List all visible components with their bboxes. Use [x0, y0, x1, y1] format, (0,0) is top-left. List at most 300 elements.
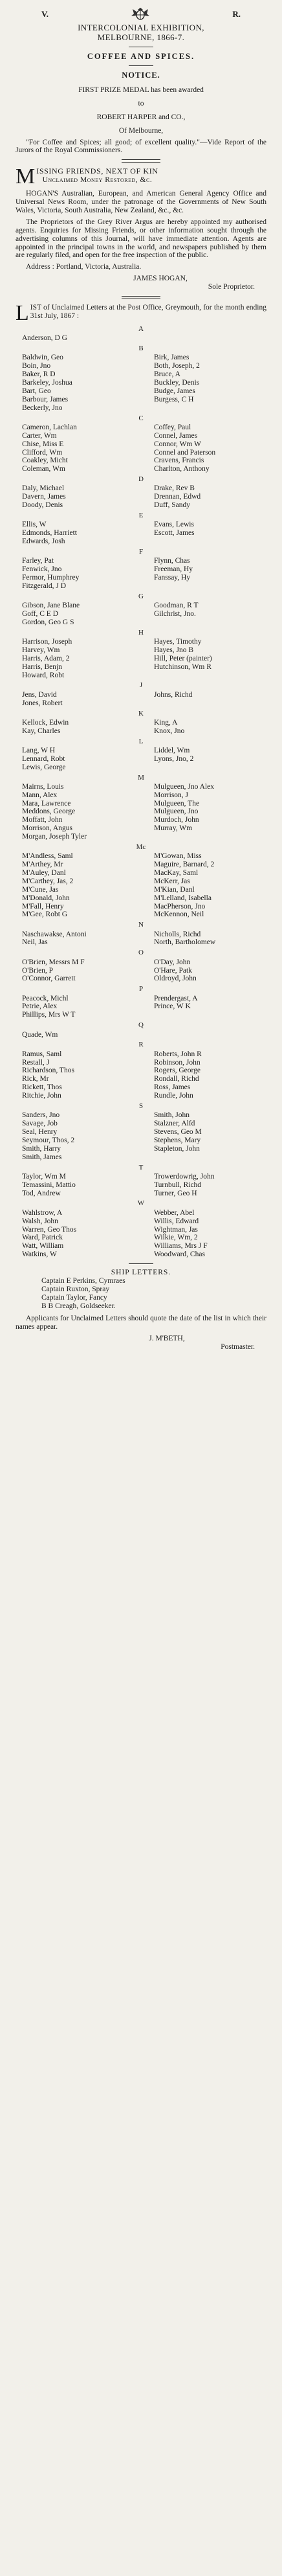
- addressee-name: Hayes, Jno B: [154, 646, 194, 654]
- addressee-name: Savage, Job: [22, 1120, 58, 1128]
- list-item: [16, 457, 266, 465]
- list-item: [16, 537, 266, 546]
- addressee-name: [141, 672, 266, 680]
- letter-group-heading: Q: [138, 1021, 144, 1030]
- masthead-crown-row: [41, 6, 241, 22]
- addressee-name: Boin, Jno: [22, 362, 51, 370]
- addressee-name: Kay, Charles: [22, 727, 61, 735]
- list-item: [16, 610, 266, 618]
- list-item: [16, 387, 266, 396]
- addressee-name: O'Brien, Messrs M F: [22, 958, 85, 966]
- list-item: [16, 861, 266, 869]
- addressee-name: M'Andless, Saml: [22, 852, 73, 861]
- addressee-name: Carter, Wm: [22, 431, 57, 440]
- list-item: [16, 886, 266, 894]
- section-heading: COFFEE AND SPICES.: [87, 52, 195, 62]
- letter-group-heading: L: [138, 737, 144, 745]
- list-item: [16, 404, 266, 412]
- addressee-name: Coakley, Micht: [22, 457, 68, 465]
- addressee-name: Mulgueen, The: [154, 799, 200, 808]
- addressee-name: Turner, Geo H: [154, 1189, 197, 1197]
- list-item: [16, 1120, 266, 1128]
- list-item: [16, 1145, 266, 1153]
- addressee-name: MacPherson, Jno: [154, 902, 206, 910]
- addressee-name: M'Lelland, Isabella: [154, 894, 212, 902]
- addressee-name: Richardson, Thos: [22, 1067, 74, 1075]
- prize-line3: ROBERT HARPER and CO.,: [96, 113, 186, 121]
- addressee-name: M'Fall, Henry: [22, 902, 64, 910]
- addressee-name: Edmonds, Harriett: [22, 529, 77, 537]
- addressee-name: Hayes, Timothy: [154, 638, 202, 646]
- addressee-name: Morrison, J: [154, 791, 189, 799]
- letter-group-heading: P: [138, 985, 144, 993]
- signature: JAMES HOGAN,: [133, 275, 188, 283]
- list-item: [16, 783, 266, 791]
- addressee-name: Jones, Robert: [22, 699, 63, 707]
- addressee-name: Quade, Wm: [22, 1030, 58, 1039]
- prize-line2: to: [138, 99, 144, 107]
- addressee-name: [141, 1011, 266, 1019]
- list-item: [16, 1031, 266, 1039]
- addressee-name: [141, 537, 266, 546]
- list-item: [16, 931, 266, 939]
- letter-group-heading: R: [138, 1041, 144, 1049]
- addressee-name: Goff, C E D: [22, 610, 59, 618]
- divider: [129, 1263, 153, 1264]
- list-item: [16, 824, 266, 833]
- addressee-name: Wilkie, Wm, 2: [154, 1234, 198, 1242]
- list-item: [16, 910, 266, 919]
- addressee-name: Morrison, Angus: [22, 824, 72, 833]
- addressee-name: Doody, Denis: [22, 501, 63, 510]
- addressee-name: Connor, Wm W: [154, 440, 201, 448]
- addressee-name: Willis, Edward: [154, 1217, 199, 1225]
- list-item: [16, 1209, 266, 1217]
- addressee-name: O'Brien, P: [22, 966, 54, 975]
- addressee-name: Maguire, Barnard, 2: [154, 861, 215, 869]
- addressee-name: Johns, Richd: [154, 690, 193, 699]
- signature-role: Sole Proprietor.: [208, 283, 255, 291]
- addressee-name: Williams, Mrs J F: [154, 1242, 208, 1250]
- addressee-name: Lennard, Robt: [22, 754, 65, 763]
- missing-friends-title: ISSING FRIENDS, NEXT OF KIN: [36, 166, 158, 176]
- letter-group-heading: B: [138, 345, 144, 353]
- addressee-name: Budge, James: [154, 387, 195, 395]
- addressee-name: Mulgueen, Jno: [154, 808, 199, 816]
- prize-line1: FIRST PRIZE MEDAL has been awarded: [78, 86, 204, 95]
- list-item: [16, 521, 266, 529]
- notice-heading: NOTICE.: [122, 71, 160, 80]
- addressee-name: Watkins, W: [22, 1250, 57, 1259]
- letter-group-heading: O: [138, 949, 144, 957]
- addressee-name: Petrie, Alex: [22, 1002, 58, 1011]
- addressee-name: Murray, Wm: [154, 824, 193, 833]
- addressee-name: Howard, Robt: [22, 671, 65, 679]
- addressee-name: Smith, James: [22, 1153, 62, 1161]
- letter-group-heading: N: [138, 921, 144, 929]
- addressee-name: Ross, James: [154, 1083, 191, 1092]
- list-item: [16, 727, 266, 736]
- addressee-name: Flynn, Chas: [154, 557, 190, 565]
- addressee-name: Wightman, Jas: [154, 1225, 198, 1234]
- missing-friends-header: [16, 164, 266, 189]
- addressee-name: Charlton, Anthony: [154, 465, 210, 473]
- addressee-name: Bart, Geo: [22, 387, 51, 395]
- addressee-name: Chise, Miss E: [22, 440, 64, 448]
- addressee-name: O'Connor, Garrett: [22, 975, 76, 983]
- list-item: [16, 903, 266, 911]
- addressee-name: Lewis, George: [22, 763, 66, 771]
- prize-quote: "For Coffee and Spices; all good; of excellent quality."—Vide Report of the Jurors of the Royal Commissioners.: [16, 138, 266, 155]
- addressee-name: Lyons, Jno, 2: [154, 754, 194, 763]
- list-item: [16, 379, 266, 387]
- addressee-name: Jens, David: [22, 690, 57, 699]
- addressee-name: Buckley, Denis: [154, 379, 200, 387]
- list-item: [16, 958, 266, 967]
- letter-group-heading: K: [138, 709, 144, 717]
- addressee-name: [141, 833, 266, 841]
- list-item: [16, 440, 266, 449]
- dropcap: M: [16, 164, 36, 189]
- addressee-name: Moffatt, John: [22, 816, 63, 824]
- addressee-name: Seymour, Thos, 2: [22, 1136, 75, 1144]
- addressee-name: Temassini, Mattio: [22, 1181, 76, 1189]
- list-item: [16, 501, 266, 510]
- addressee-name: Mara, Lawrence: [22, 799, 71, 808]
- list-item: [16, 699, 266, 708]
- addressee-name: Stephens, Mary: [154, 1136, 201, 1144]
- addressee-name: Liddel, Wm: [154, 746, 190, 754]
- list-item: [16, 334, 266, 343]
- addressee-name: O'Day, John: [154, 958, 191, 966]
- address-line: Address : Portland, Victoria, Australia.: [26, 263, 142, 271]
- addressee-name: Mairns, Louis: [22, 782, 64, 791]
- addressee-name: Farley, Pat: [22, 557, 54, 565]
- addressee-name: Wahlstrow, A: [22, 1208, 63, 1217]
- addressee-name: Ritchie, John: [22, 1092, 61, 1100]
- list-item: [16, 808, 266, 816]
- addressee-name: Davern, James: [22, 493, 66, 501]
- addressee-name: Burgess, C H: [154, 395, 194, 403]
- addressee-name: Drake, Rev B: [154, 484, 195, 493]
- ship-letter-item: B B Creagh, Goldseeker.: [41, 1302, 116, 1310]
- list-item: [16, 1083, 266, 1092]
- dropcap: L: [16, 300, 29, 325]
- list-item: [16, 449, 266, 457]
- list-item: [16, 465, 266, 473]
- addressee-name: Both, Joseph, 2: [154, 362, 200, 370]
- addressee-name: Stapleton, John: [154, 1144, 200, 1153]
- letters-intro: [16, 300, 266, 325]
- addressee-name: Robinson, John: [154, 1058, 201, 1067]
- list-item: [16, 354, 266, 362]
- ship-letters-heading: SHIP LETTERS.: [111, 1269, 171, 1277]
- addressee-name: M'Arthey, Mr: [22, 861, 63, 869]
- list-item: [16, 646, 266, 655]
- addressee-name: Rundle, John: [154, 1092, 193, 1100]
- list-item: [16, 833, 266, 841]
- letter-group-heading: D: [138, 475, 144, 484]
- closing-note: Applicants for Unclaimed Letters should quote the date of the list in which their names appear.: [16, 1315, 266, 1331]
- postmaster-signature: J. M'BETH,: [149, 1335, 185, 1343]
- list-item: [16, 1242, 266, 1250]
- addressee-name: Bruce, A: [154, 370, 180, 379]
- list-item: [16, 791, 266, 800]
- addressee-name: Fenwick, Jno: [22, 565, 62, 574]
- letter-group-heading: G: [138, 592, 144, 600]
- addressee-name: M'Gee, Robt G: [22, 910, 68, 919]
- divider: [122, 159, 160, 163]
- proprietors-paragraph: The Proprietors of the Grey River Argus are hereby appointed my authorised agents. Enquiries for Missing Friends, or other information sought through the advertising columns of this Journal, will have immediate attention. Agents are appointed in the principal towns in the world, and newspapers published by them are regularly filed, and open for the free inspection of the public.: [16, 218, 266, 260]
- list-item: [16, 655, 266, 663]
- list-item: [16, 484, 266, 493]
- unclaimed-letters-list: [16, 325, 266, 1259]
- addressee-name: [141, 1031, 266, 1039]
- addressee-name: Warren, Geo Thos: [22, 1225, 77, 1234]
- list-item: [16, 672, 266, 680]
- list-item: [16, 1153, 266, 1162]
- addressee-name: Baker, R D: [22, 370, 56, 379]
- list-item: [16, 370, 266, 379]
- list-item: [16, 755, 266, 763]
- addressee-name: Walsh, John: [22, 1217, 58, 1225]
- addressee-name: [141, 618, 266, 627]
- addressee-name: [141, 582, 266, 591]
- addressee-name: Woodward, Chas: [154, 1250, 205, 1259]
- letter-group-heading: W: [137, 1199, 145, 1208]
- list-item: [16, 995, 266, 1003]
- addressee-name: Phillips, Mrs W T: [22, 1011, 76, 1019]
- list-item: [16, 529, 266, 537]
- addressee-name: Rondall, Richd: [154, 1075, 199, 1083]
- addressee-name: Nicholls, Richd: [154, 930, 201, 938]
- addressee-name: Duff, Sandy: [154, 501, 191, 510]
- addressee-name: Goodman, R T: [154, 602, 199, 610]
- addressee-name: Kellock, Edwin: [22, 718, 69, 727]
- addressee-name: Daly, Michael: [22, 484, 65, 493]
- addressee-name: Harris, Adam, 2: [22, 654, 70, 662]
- list-item: [16, 1075, 266, 1083]
- list-item: [16, 362, 266, 370]
- addressee-name: Cameron, Lachlan: [22, 423, 77, 431]
- hogan-paragraph: HOGAN'S Australian, European, and American General Agency Office and Universal News Room, under the patronage of the Governments of New South Wales, Victoria, South Australia, New Zealand, &c., &c.: [16, 190, 266, 215]
- list-item: [16, 763, 266, 772]
- list-item: [16, 1092, 266, 1100]
- list-item: [16, 582, 266, 591]
- list-item: [16, 557, 266, 565]
- addressee-name: Watt, William: [22, 1242, 64, 1250]
- addressee-name: Oldroyd, John: [154, 975, 197, 983]
- list-item: [16, 719, 266, 727]
- addressee-name: Escott, James: [154, 529, 195, 537]
- addressee-name: M'Cune, Jas: [22, 885, 59, 894]
- addressee-name: Stevens, Geo M: [154, 1128, 202, 1136]
- addressee-name: [141, 334, 266, 343]
- addressee-name: M'Auley, Danl: [22, 869, 66, 877]
- list-item: [16, 638, 266, 646]
- addressee-name: Roberts, John R: [154, 1050, 202, 1058]
- list-item: [16, 975, 266, 983]
- list-item: [16, 1217, 266, 1226]
- letter-group-heading: E: [138, 512, 144, 520]
- list-item: [16, 816, 266, 824]
- letter-group-heading: Mc: [136, 842, 146, 851]
- letter-group-heading: T: [138, 1163, 144, 1171]
- addressee-name: Drennan, Edwd: [154, 493, 201, 501]
- addressee-name: Gordon, Geo G S: [22, 618, 74, 626]
- list-item: [16, 424, 266, 432]
- addressee-name: Birk, James: [154, 354, 190, 362]
- addressee-name: Fermor, Humphrey: [22, 574, 80, 582]
- addressee-name: Peacock, Michl: [22, 994, 69, 1002]
- addressee-name: Lang, W H: [22, 746, 55, 754]
- exhibition-title-line2: MELBOURNE, 1866-7.: [97, 32, 185, 42]
- list-item: [16, 1050, 266, 1059]
- list-item: [16, 493, 266, 501]
- list-item: [16, 691, 266, 699]
- addressee-name: Gilchrist, Jno.: [154, 610, 196, 618]
- addressee-name: Clifford, Wm: [22, 448, 63, 457]
- list-item: [16, 1067, 266, 1075]
- addressee-name: Harrison, Joseph: [22, 638, 72, 646]
- list-item: [16, 877, 266, 886]
- addressee-name: North, Bartholomew: [154, 938, 216, 947]
- addressee-name: Coleman, Wm: [22, 465, 65, 473]
- addressee-name: Beckerly, Jno: [22, 403, 63, 412]
- masthead-right-letter: R.: [232, 8, 241, 19]
- letter-group-heading: M: [138, 773, 144, 782]
- addressee-name: Tod, Andrew: [22, 1189, 61, 1197]
- ship-letter-item: Captain E Perkins, Cymraes: [41, 1276, 125, 1285]
- addressee-name: Barbour, James: [22, 395, 69, 403]
- addressee-name: McKennon, Neil: [154, 910, 204, 919]
- list-item: [16, 663, 266, 672]
- list-item: [16, 1002, 266, 1011]
- addressee-name: [141, 1153, 266, 1162]
- list-item: [16, 1226, 266, 1234]
- list-item: [16, 1111, 266, 1120]
- addressee-name: Trowerdowrig, John: [154, 1172, 215, 1181]
- addressee-name: Barkeley, Joshua: [22, 379, 72, 387]
- list-item: [16, 1136, 266, 1145]
- prize-line4: Of Melbourne,: [118, 126, 164, 135]
- addressee-name: Hill, Peter (painter): [154, 654, 212, 662]
- letter-group-heading: J: [139, 681, 143, 690]
- list-item: [16, 1059, 266, 1067]
- ship-letters-list: [16, 1277, 266, 1311]
- addressee-name: Ellis, W: [22, 521, 47, 529]
- divider: [122, 296, 160, 299]
- list-item: [16, 574, 266, 582]
- addressee-name: Freeman, Hy: [154, 565, 193, 574]
- addressee-name: Evans, Lewis: [154, 521, 194, 529]
- addressee-name: Rogers, George: [154, 1067, 201, 1075]
- addressee-name: M'Donald, John: [22, 894, 70, 902]
- addressee-name: Mann, Alex: [22, 791, 58, 799]
- addressee-name: Ramus, Saml: [22, 1050, 62, 1058]
- list-item: [16, 1011, 266, 1019]
- list-item: [16, 852, 266, 861]
- addressee-name: Knox, Jno: [154, 727, 185, 735]
- letter-group-heading: C: [138, 414, 144, 422]
- addressee-name: Mulgueen, Jno Alex: [154, 782, 214, 791]
- addressee-name: Cravens, Francis: [154, 457, 204, 465]
- addressee-name: Naschawakse, Antoni: [22, 930, 87, 938]
- addressee-name: Anderson, D G: [22, 334, 67, 343]
- masthead-left-letter: V.: [41, 8, 49, 19]
- addressee-name: Webber, Abel: [154, 1208, 195, 1217]
- royal-crest-icon: [129, 6, 151, 22]
- list-item: [16, 894, 266, 903]
- addressee-name: Prendergast, A: [154, 994, 198, 1002]
- addressee-name: Morgan, Joseph Tyler: [22, 833, 87, 841]
- addressee-name: Baldwin, Geo: [22, 354, 63, 362]
- list-item: [16, 1234, 266, 1242]
- addressee-name: Sanders, Jno: [22, 1111, 60, 1120]
- addressee-name: M'Carthey, Jas, 2: [22, 877, 74, 885]
- addressee-name: Rickett, Thos: [22, 1083, 62, 1092]
- list-item: [16, 396, 266, 404]
- addressee-name: Smith, Harry: [22, 1144, 61, 1153]
- addressee-name: Fanssay, Hy: [154, 574, 191, 582]
- addressee-name: Murdoch, John: [154, 816, 199, 824]
- list-item: [16, 602, 266, 610]
- addressee-name: Prince, W K: [154, 1002, 191, 1011]
- addressee-name: Ward, Patrick: [22, 1234, 63, 1242]
- addressee-name: McKerr, Jas: [154, 877, 190, 885]
- ship-letter-item: Captain Ruxton, Spray: [41, 1285, 110, 1293]
- list-item: [16, 869, 266, 877]
- addressee-name: Gibson, Jane Blane: [22, 602, 80, 610]
- addressee-name: Turnbull, Richd: [154, 1181, 202, 1189]
- list-item: [16, 618, 266, 627]
- addressee-name: Connel, James: [154, 431, 198, 440]
- postmaster-role: Postmaster.: [221, 1343, 255, 1351]
- ship-letter-item: Captain Taylor, Fancy: [41, 1293, 107, 1302]
- addressee-name: M'Kian, Danl: [154, 885, 195, 894]
- addressee-name: Hutchinson, Wm R: [154, 662, 212, 671]
- addressee-name: Stalzner, Alfd: [154, 1120, 195, 1128]
- addressee-name: Meddons, George: [22, 808, 76, 816]
- addressee-name: Harvey, Wm: [22, 646, 60, 654]
- list-item: [16, 565, 266, 574]
- addressee-name: Connel and Paterson: [154, 448, 216, 457]
- list-item: [16, 432, 266, 440]
- addressee-name: Rick, Mr: [22, 1075, 49, 1083]
- list-item: [16, 967, 266, 975]
- addressee-name: [141, 699, 266, 708]
- addressee-name: Coffey, Paul: [154, 423, 191, 431]
- letter-group-heading: A: [138, 324, 144, 333]
- addressee-name: Fitzgerald, J D: [22, 582, 67, 590]
- list-item: [16, 938, 266, 947]
- addressee-name: Smith, John: [154, 1111, 190, 1120]
- list-item: [16, 1173, 266, 1181]
- addressee-name: Neil, Jas: [22, 938, 48, 947]
- list-item: [16, 1128, 266, 1136]
- letter-group-heading: F: [138, 548, 144, 556]
- list-item: [16, 800, 266, 808]
- letter-group-heading: S: [138, 1102, 144, 1110]
- list-item: [16, 1181, 266, 1190]
- addressee-name: O'Hare, Patk: [154, 966, 192, 975]
- addressee-name: Seal, Henry: [22, 1128, 58, 1136]
- divider: [129, 65, 153, 66]
- exhibition-title-line1: INTERCOLONIAL EXHIBITION,: [78, 23, 204, 32]
- list-item: [16, 1250, 266, 1259]
- addressee-name: MacKay, Saml: [154, 869, 199, 877]
- addressee-name: Harris, Benjn: [22, 662, 62, 671]
